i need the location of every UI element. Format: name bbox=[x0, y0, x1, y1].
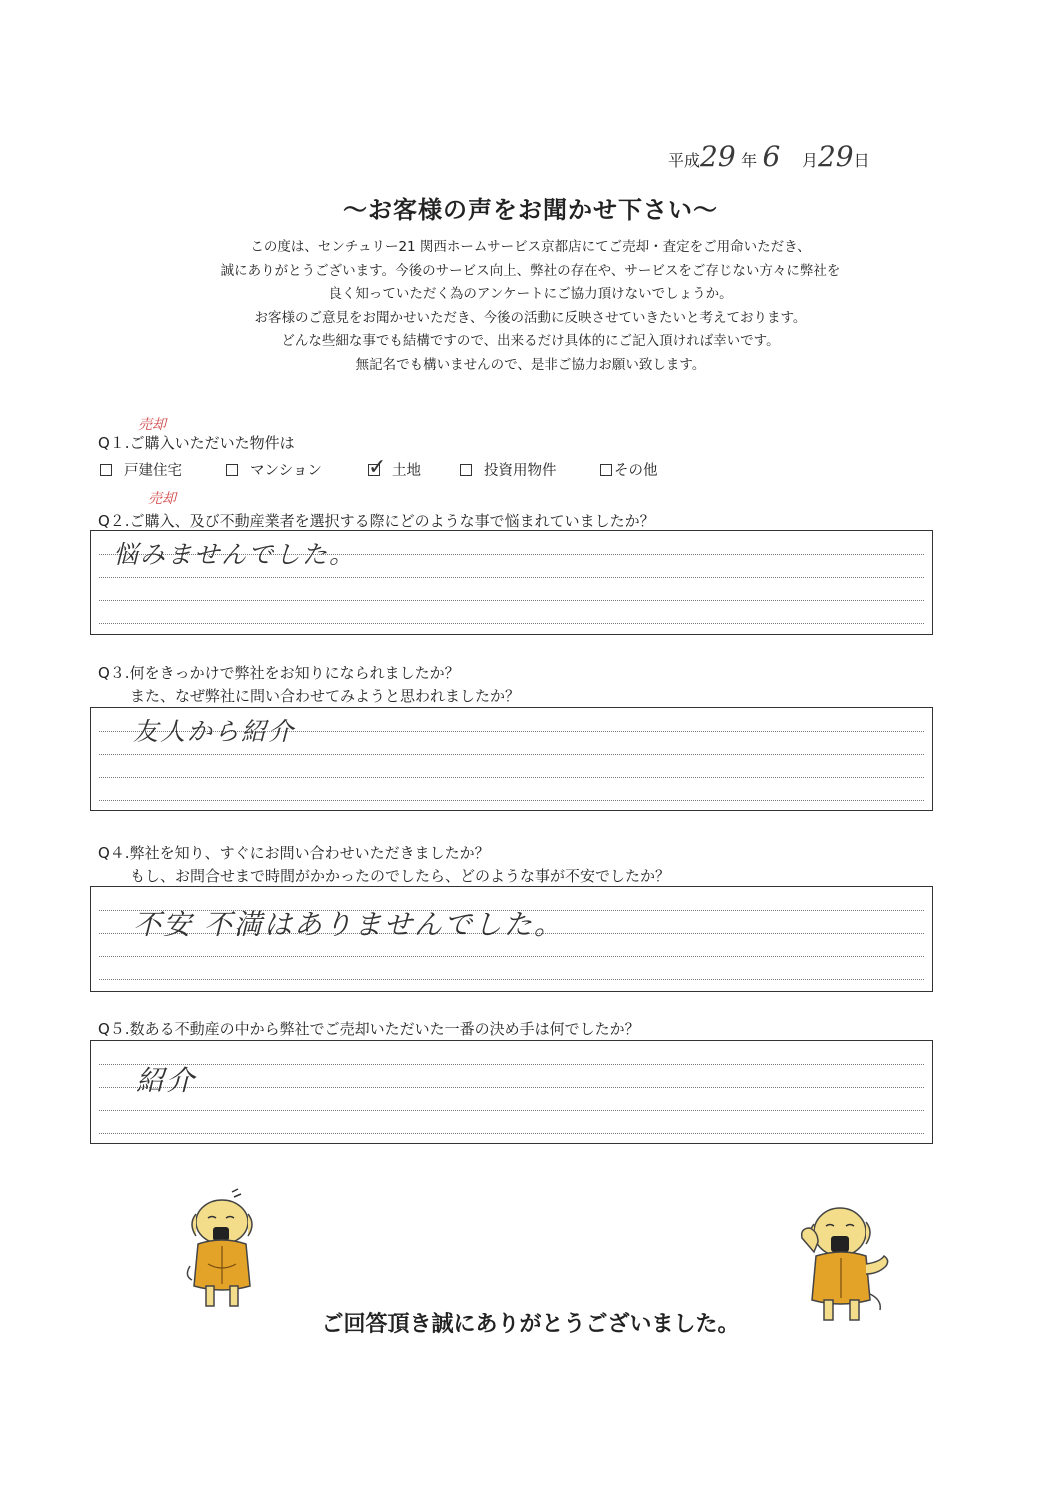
q3-answer: 友人から紹介 bbox=[133, 717, 296, 746]
q3-question: Q３.何をきっかけで弊社をお知りになられましたか？ bbox=[98, 664, 460, 682]
answer-line bbox=[99, 1087, 924, 1088]
intro-line: どんな些細な事でも結構ですので、出来るだけ具体的にご記入頂ければ幸いです。 bbox=[281, 333, 780, 349]
survey-date bbox=[668, 140, 870, 173]
q4-answer: 不安 不満はありませんでした。 bbox=[133, 908, 564, 941]
q1-option-other[interactable] bbox=[600, 459, 658, 480]
date-day-unit: 日 bbox=[853, 151, 870, 170]
answer-line bbox=[99, 1064, 924, 1065]
mascot-cheering-illustration bbox=[796, 1198, 892, 1324]
q1-option-detached[interactable] bbox=[100, 459, 182, 480]
q1-option-investment[interactable] bbox=[460, 459, 557, 480]
q3-answer-box[interactable] bbox=[90, 707, 933, 811]
intro-line: お客様のご意見をお聞かせいただき、今後の活動に反映させていきたいと考えております。 bbox=[254, 309, 807, 326]
checkbox[interactable] bbox=[100, 464, 112, 476]
date-year-unit: 年 bbox=[741, 151, 758, 170]
answer-line bbox=[99, 979, 924, 980]
date-year: 29 bbox=[700, 140, 736, 173]
date-month: 6 bbox=[762, 140, 781, 173]
mascot-bowing-illustration bbox=[184, 1188, 264, 1310]
page-title: ～お客様の声をお聞かせ下さい～ bbox=[343, 196, 718, 224]
intro-line: 誠にありがとうございます。今後のサービス向上、弊社の存在や、サービスをご存じない方々に弊社を bbox=[220, 262, 841, 279]
q2-question: Q２.ご購入、及び不動産業者を選択する際にどのような事で悩まれていましたか？ bbox=[98, 512, 655, 530]
q3-question-sub: また、なぜ弊社に問い合わせてみようと思われましたか？ bbox=[130, 687, 521, 705]
q4-question-sub: もし、お問合せまで時間がかかったのでしたら、どのような事が不安でしたか？ bbox=[130, 867, 671, 885]
q2-answer-box[interactable] bbox=[90, 530, 933, 635]
answer-line bbox=[99, 800, 924, 801]
checkbox[interactable] bbox=[226, 464, 238, 476]
checkbox[interactable] bbox=[600, 464, 612, 476]
q5-question: Q５.数ある不動産の中から弊社でご売却いただいた一番の決め手は何でしたか？ bbox=[98, 1020, 640, 1038]
q1-option-mansion[interactable] bbox=[226, 459, 322, 480]
date-month-unit: 月 bbox=[801, 151, 818, 170]
option-label: その他 bbox=[614, 463, 658, 479]
checkbox[interactable] bbox=[460, 464, 472, 476]
option-label: マンション bbox=[250, 463, 322, 479]
thank-you-message: ご回答頂き誠にありがとうございました。 bbox=[321, 1312, 740, 1337]
intro-line: 無記名でも構いませんので、是非ご協力お願い致します。 bbox=[355, 356, 706, 373]
date-era: 平成 bbox=[668, 151, 701, 170]
answer-line bbox=[99, 577, 924, 578]
check-mark-icon: ✓ bbox=[368, 455, 387, 480]
q5-answer: 紹介 bbox=[136, 1064, 197, 1097]
option-label: 戸建住宅 bbox=[124, 463, 182, 479]
answer-line bbox=[99, 600, 924, 601]
q4-question: Q４.弊社を知り、すぐにお問い合わせいただきましたか？ bbox=[98, 844, 490, 862]
answer-line bbox=[99, 777, 924, 778]
intro-text bbox=[0, 236, 1061, 377]
answer-line bbox=[99, 623, 924, 624]
checkbox-checked[interactable] bbox=[368, 455, 387, 480]
answer-line bbox=[99, 1133, 924, 1134]
option-label: 投資用物件 bbox=[484, 463, 557, 479]
q2-answer: 悩みませんでした。 bbox=[113, 540, 357, 569]
q1-correction-note: 売却 bbox=[138, 417, 166, 433]
q1-question: Q１.ご購入いただいた物件は bbox=[98, 434, 295, 452]
answer-line bbox=[99, 754, 924, 755]
intro-line: 良く知っていただく為のアンケートにご協力頂けないでしょうか。 bbox=[328, 286, 733, 302]
q4-answer-box[interactable] bbox=[90, 886, 933, 992]
answer-line bbox=[99, 956, 924, 957]
q1-option-land[interactable] bbox=[368, 455, 421, 480]
option-label: 土地 bbox=[392, 463, 421, 479]
q5-answer-box[interactable] bbox=[90, 1040, 933, 1144]
answer-line bbox=[99, 1110, 924, 1111]
date-day: 29 bbox=[817, 140, 854, 173]
intro-line: この度は、センチュリー21 関西ホームサービス京都店にてご売却・査定をご用命いただき、 bbox=[250, 239, 811, 255]
q2-correction-note: 売却 bbox=[148, 491, 176, 507]
